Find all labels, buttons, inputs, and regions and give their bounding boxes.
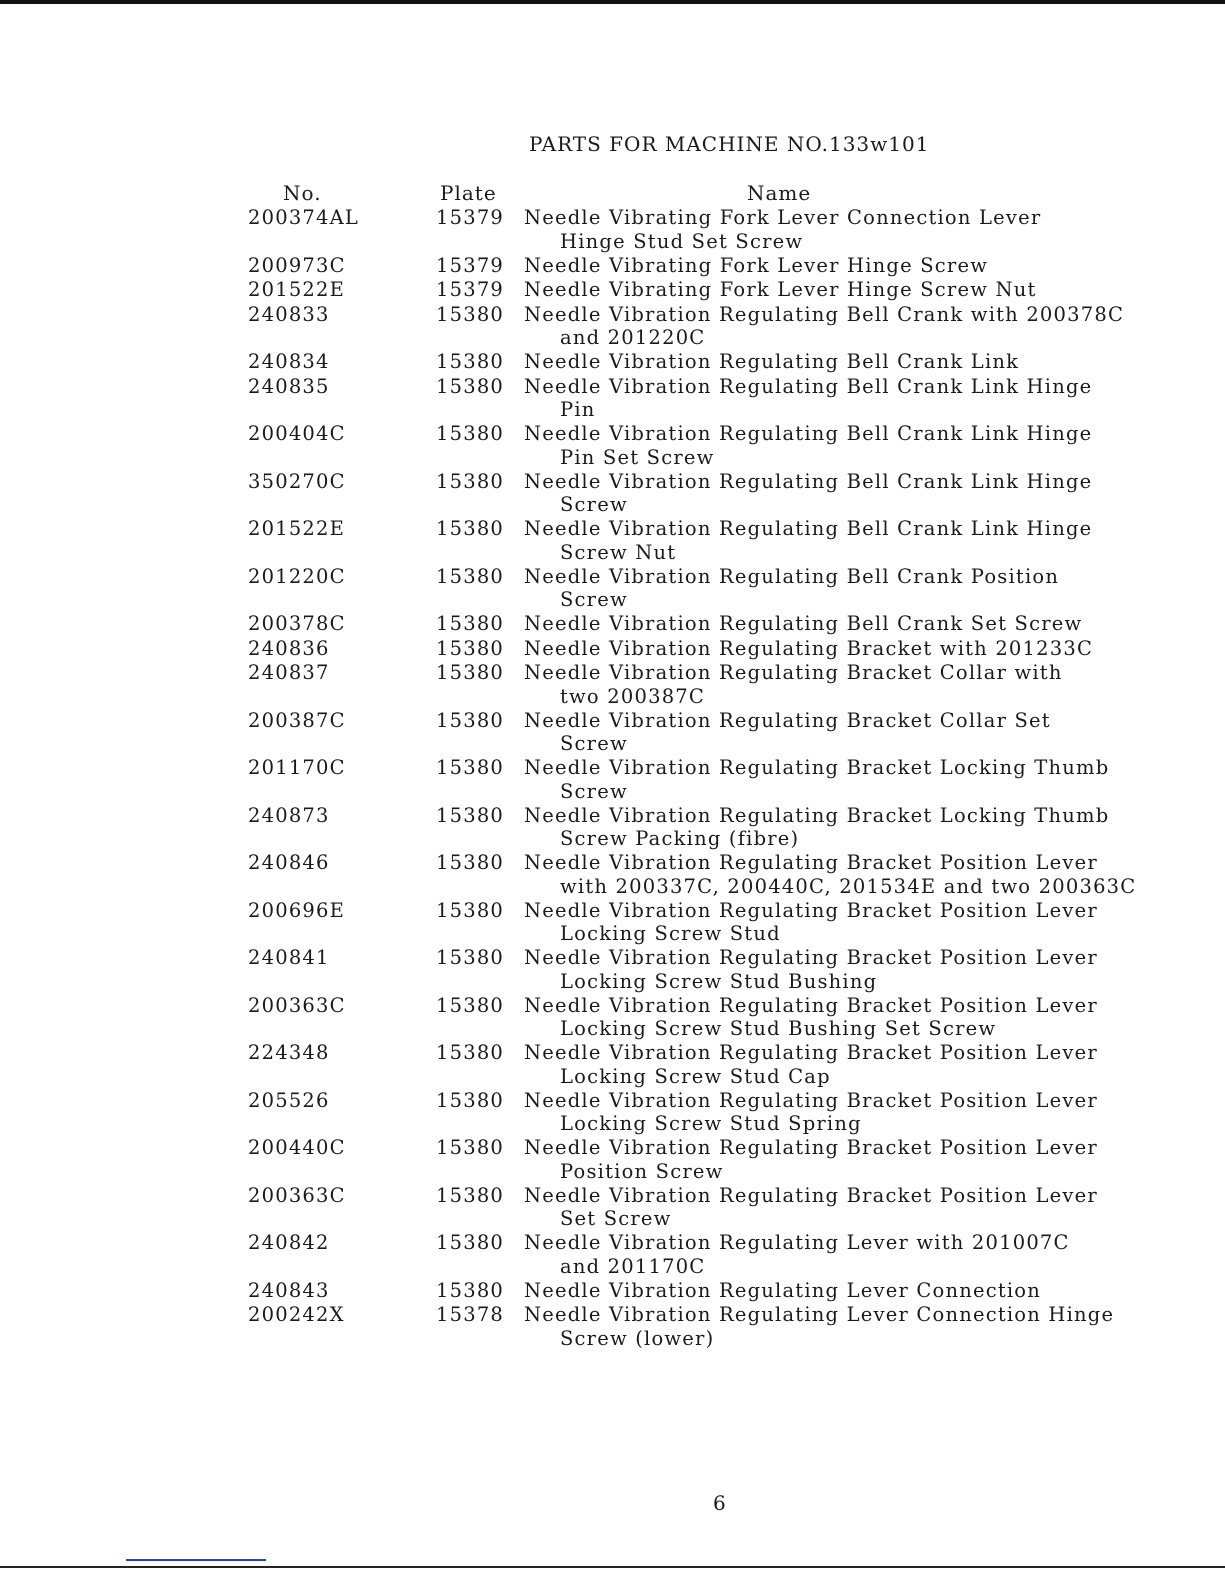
part-name-line: Needle Vibrating Fork Lever Hinge Screw: [524, 253, 989, 277]
part-name: [524, 756, 1198, 803]
plate-number: 15380: [436, 1278, 505, 1302]
table-row: [248, 637, 1198, 662]
part-number: 201522E: [248, 517, 346, 540]
plate-number: 15380: [436, 469, 505, 493]
part-number: 200363C: [248, 993, 346, 1017]
plate-number: 15380: [436, 517, 505, 540]
table-row: [248, 1041, 1198, 1089]
part-name-continuation: Screw: [560, 493, 628, 516]
part-name: [524, 1279, 1198, 1303]
part-name-line: Needle Vibration Regulating Bracket Collar with: [524, 661, 1063, 684]
table-row: [248, 804, 1198, 852]
part-name-line: Needle Vibration Regulating Bracket Position Lever: [524, 898, 1098, 922]
part-number: 240841: [248, 946, 330, 969]
part-name: [524, 206, 1198, 253]
part-name-continuation: Locking Screw Stud Spring: [560, 1112, 862, 1135]
part-name-line: Needle Vibrating Fork Lever Connection Lever: [524, 206, 1042, 229]
part-name: [524, 1303, 1198, 1350]
plate-number: 15380: [436, 1231, 505, 1254]
plate-number: 15379: [436, 206, 505, 229]
part-name: [524, 1231, 1198, 1278]
part-name-continuation: Locking Screw Stud Bushing Set Screw: [560, 1017, 997, 1040]
part-number: 200374AL: [248, 206, 360, 229]
part-name: [524, 851, 1198, 898]
part-name-line: Needle Vibration Regulating Bell Crank with 200378C: [524, 302, 1125, 326]
table-row: [248, 899, 1198, 947]
part-name-line: Needle Vibration Regulating Lever Connection: [524, 1278, 1041, 1302]
part-name-continuation: Hinge Stud Set Screw: [560, 229, 804, 253]
plate-number: 15379: [436, 253, 505, 277]
parts-list: [248, 206, 1198, 1351]
table-row: [248, 565, 1198, 613]
table-row: [248, 756, 1198, 804]
table-row: [248, 303, 1198, 351]
plate-number: 15380: [436, 374, 505, 398]
part-name-continuation: Set Screw: [560, 1207, 672, 1230]
part-name-line: Needle Vibration Regulating Bell Crank Link: [524, 350, 1020, 373]
part-name: [524, 1089, 1198, 1136]
plate-number: 15380: [436, 1041, 505, 1064]
plate-number: 15380: [436, 422, 505, 445]
plate-number: 15380: [436, 708, 505, 732]
table-row: [248, 946, 1198, 994]
part-name-line: Needle Vibration Regulating Bracket Collar Set: [524, 708, 1051, 732]
part-name-continuation: Screw (lower): [560, 1326, 715, 1350]
bottom-page-edge: [0, 1566, 1225, 1568]
part-number: 200387C: [248, 708, 346, 732]
part-name-line: Needle Vibration Regulating Bracket Position Lever: [524, 1088, 1098, 1112]
plate-number: 15380: [436, 1088, 505, 1112]
plate-number: 15380: [436, 350, 505, 373]
plate-number: 15380: [436, 1136, 505, 1159]
part-name-line: Needle Vibration Regulating Bracket Position Lever: [524, 1136, 1098, 1159]
part-name-continuation: and 201220C: [560, 326, 706, 349]
part-number: 201522E: [248, 278, 346, 301]
part-name-line: Needle Vibration Regulating Bracket Position Lever: [524, 1041, 1098, 1064]
part-name: [524, 709, 1198, 756]
table-row: [248, 1303, 1198, 1351]
column-header-name: Name: [747, 181, 812, 205]
part-name-line: Needle Vibration Regulating Bracket Locking Thumb: [524, 803, 1110, 827]
part-name: [524, 517, 1198, 564]
part-name: [524, 994, 1198, 1041]
part-number: 200404C: [248, 422, 346, 445]
part-number: 240873: [248, 803, 330, 827]
part-number: 200973C: [248, 253, 346, 277]
part-number: 200378C: [248, 612, 346, 635]
part-name-continuation: and 201170C: [560, 1254, 706, 1278]
table-row: [248, 1089, 1198, 1137]
part-name: [524, 661, 1198, 708]
plate-number: 15380: [436, 1183, 505, 1207]
part-name-continuation: Screw: [560, 588, 628, 611]
plate-number: 15380: [436, 851, 505, 874]
part-name: [524, 1184, 1198, 1231]
table-row: [248, 254, 1198, 279]
part-name-line: Needle Vibration Regulating Bell Crank Link Hinge: [524, 422, 1093, 445]
part-name-line: Needle Vibrating Fork Lever Hinge Screw Nut: [524, 278, 1037, 301]
part-name: [524, 612, 1198, 636]
table-row: [248, 851, 1198, 899]
plate-number: 15380: [436, 612, 505, 635]
part-number: 240836: [248, 636, 330, 660]
table-row: [248, 1231, 1198, 1279]
table-row: [248, 1184, 1198, 1232]
part-name-line: Needle Vibration Regulating Lever Connection Hinge: [524, 1303, 1115, 1326]
part-name: [524, 350, 1198, 374]
part-name: [524, 899, 1198, 946]
part-number: 200242X: [248, 1303, 345, 1326]
part-name-line: Needle Vibration Regulating Lever with 201007C: [524, 1231, 1070, 1254]
part-name-line: Needle Vibration Regulating Bracket Position Lever: [524, 851, 1098, 874]
plate-number: 15380: [436, 898, 505, 922]
part-name: [524, 1041, 1198, 1088]
table-row: [248, 517, 1198, 565]
part-number: 240833: [248, 302, 330, 326]
column-header-no: No.: [283, 181, 322, 205]
plate-number: 15380: [436, 661, 505, 684]
part-name-continuation: Locking Screw Stud: [560, 922, 781, 945]
part-name-line: Needle Vibration Regulating Bracket Locking Thumb: [524, 756, 1110, 779]
plate-number: 15380: [436, 302, 505, 326]
part-name: [524, 565, 1198, 612]
part-name: [524, 422, 1198, 469]
part-name-continuation: Screw Nut: [560, 540, 677, 564]
part-name: [524, 1136, 1198, 1183]
part-name-line: Needle Vibration Regulating Bell Crank Link Hinge: [524, 469, 1093, 493]
part-number: 200363C: [248, 1183, 346, 1207]
part-number: 200440C: [248, 1136, 346, 1159]
part-name: [524, 375, 1198, 422]
part-name: [524, 946, 1198, 993]
part-name-continuation: Locking Screw Stud Cap: [560, 1064, 831, 1088]
part-name-line: Needle Vibration Regulating Bracket with 201233C: [524, 636, 1094, 660]
part-name-line: Needle Vibration Regulating Bracket Position Lever: [524, 993, 1098, 1017]
column-header-plate: Plate: [440, 181, 497, 205]
part-name-line: Needle Vibration Regulating Bell Crank Set Screw: [524, 612, 1083, 635]
part-name: [524, 470, 1198, 517]
plate-number: 15380: [436, 993, 505, 1017]
top-page-edge: [0, 0, 1225, 4]
table-row: [248, 1279, 1198, 1304]
part-name-continuation: Pin Set Screw: [560, 445, 715, 469]
plate-number: 15380: [436, 636, 505, 660]
part-number: 240837: [248, 661, 330, 684]
table-row: [248, 709, 1198, 757]
part-name-continuation: two 200387C: [560, 684, 706, 708]
plate-number: 15380: [436, 803, 505, 827]
plate-number: 15379: [436, 278, 505, 301]
part-name: [524, 254, 1198, 278]
bottom-link-mark: [126, 1559, 266, 1561]
part-name-line: Needle Vibration Regulating Bell Crank Position: [524, 564, 1060, 588]
plate-number: 15380: [436, 564, 505, 588]
part-name-continuation: Pin: [560, 398, 596, 421]
part-name: [524, 637, 1198, 661]
part-name-line: Needle Vibration Regulating Bracket Position Lever: [524, 946, 1098, 969]
page-number: 6: [713, 1491, 726, 1515]
table-row: [248, 612, 1198, 637]
table-row: [248, 1136, 1198, 1184]
plate-number: 15378: [436, 1303, 505, 1326]
part-name: [524, 303, 1198, 350]
table-row: [248, 350, 1198, 375]
part-name-continuation: Screw: [560, 779, 628, 803]
part-name-line: Needle Vibration Regulating Bell Crank Link Hinge: [524, 374, 1093, 398]
table-row: [248, 422, 1198, 470]
plate-number: 15380: [436, 756, 505, 779]
page-title: PARTS FOR MACHINE NO.133w101: [529, 132, 930, 156]
table-row: [248, 470, 1198, 518]
part-number: 201220C: [248, 564, 346, 588]
part-name-continuation: with 200337C, 200440C, 201534E and two 200363C: [560, 874, 1137, 898]
part-number: 240843: [248, 1278, 330, 1302]
part-name-continuation: Screw: [560, 732, 628, 755]
part-name-continuation: Position Screw: [560, 1159, 724, 1183]
part-name: [524, 278, 1198, 302]
part-number: 240835: [248, 374, 330, 398]
part-name-line: Needle Vibration Regulating Bell Crank Link Hinge: [524, 517, 1093, 540]
table-row: [248, 994, 1198, 1042]
part-name-continuation: Locking Screw Stud Bushing: [560, 969, 878, 993]
part-number: 240846: [248, 851, 330, 874]
plate-number: 15380: [436, 946, 505, 969]
part-name: [524, 804, 1198, 851]
table-row: [248, 375, 1198, 423]
part-number: 205526: [248, 1088, 330, 1112]
part-number: 240842: [248, 1231, 330, 1254]
part-name-continuation: Screw Packing (fibre): [560, 827, 800, 850]
part-number: 350270C: [248, 469, 346, 493]
part-number: 240834: [248, 350, 330, 373]
part-name-line: Needle Vibration Regulating Bracket Position Lever: [524, 1183, 1098, 1207]
table-row: [248, 278, 1198, 303]
part-number: 201170C: [248, 756, 346, 779]
table-row: [248, 206, 1198, 254]
table-row: [248, 661, 1198, 709]
part-number: 200696E: [248, 898, 346, 922]
part-number: 224348: [248, 1041, 330, 1064]
